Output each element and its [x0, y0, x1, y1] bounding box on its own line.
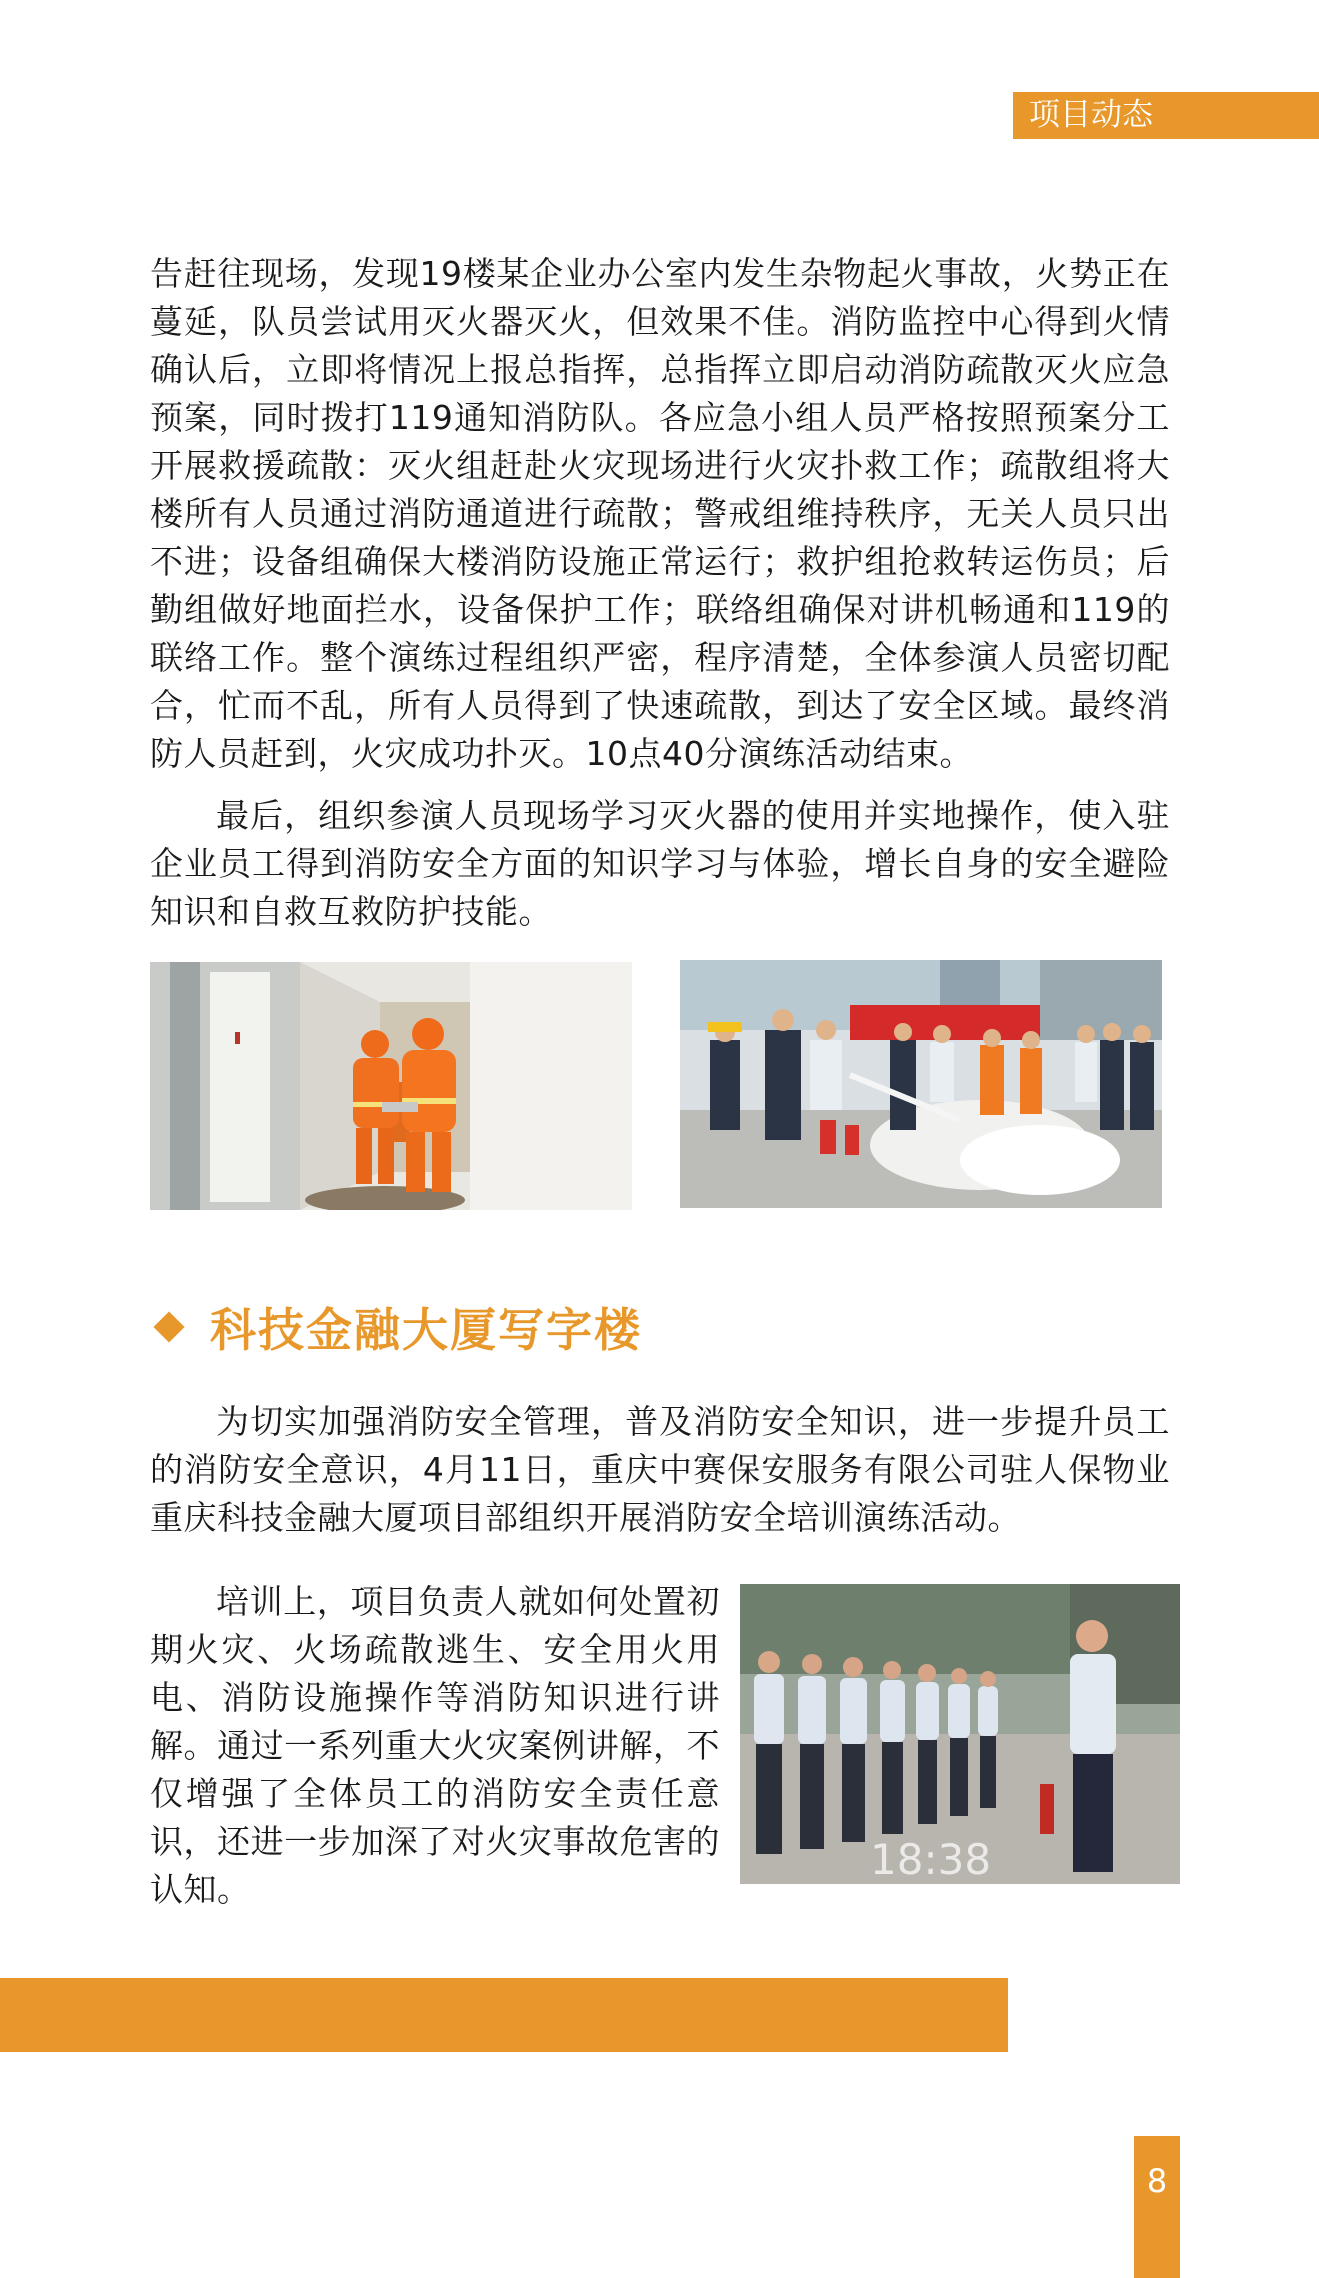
- section-tag: 项目动态: [1013, 92, 1319, 139]
- diamond-bullet-icon: [153, 1311, 184, 1342]
- photo-timestamp: 18:38: [870, 1835, 992, 1884]
- article-paragraph-1: 告赶往现场，发现19楼某企业办公室内发生杂物起火事故，火势正在蔓延，队员尝试用灭火器灭火，但效果不佳。消防监控中心得到火情确认后，立即将情况上报总指挥，总指挥立即启动消防疏散灭火应急预案，同时拨打119通知消防队。各应急小组人员严格按照预案分工开展救援疏散：灭火组赶赴火灾现场进行火灾扑救工作；疏散组将大楼所有人员通过消防通道进行疏散；警戒组维持秩序，无关人员只出不进；设备组确保大楼消防设施正常运行；救护组抢救转运伤员；后勤组做好地面拦水，设备保护工作；联络组确保对讲机畅通和119的联络工作。整个演练过程组织严密，程序清楚，全体参演人员密切配合，忙而不乱，所有人员得到了快速疏散，到达了安全区域。最终消防人员赶到，火灾成功扑灭。10点40分演练活动结束。: [150, 254, 1170, 773]
- photo-extinguisher-drill: [680, 960, 1162, 1208]
- photo-corridor-firefighters: [150, 962, 632, 1210]
- section-paragraph-1: 为切实加强消防安全管理，普及消防安全知识，进一步提升员工的消防安全意识，4月11日，重庆中赛保安服务有限公司驻人保物业重庆科技金融大厦项目部组织开展消防安全培训演练活动。: [150, 1402, 1170, 1537]
- page-number: 8: [1134, 2136, 1180, 2278]
- section-paragraph-2: 培训上，项目负责人就如何处置初期火灾、火场疏散逃生、安全用火用电、消防设施操作等消防知识进行讲解。通过一系列重大火灾案例讲解，不仅增强了全体员工的消防安全责任意识，还进一步加深了对火灾事故危害的认知。: [150, 1582, 720, 1909]
- article-paragraph-2: 最后，组织参演人员现场学习灭火器的使用并实地操作，使入驻企业员工得到消防安全方面的知识学习与体验，增长自身的安全避险知识和自救互救防护技能。: [150, 796, 1170, 931]
- section-title: 科技金融大厦写字楼: [210, 1303, 642, 1357]
- photo-training-lineup: [740, 1584, 1180, 1884]
- section-heading: [152, 1292, 642, 1362]
- footer-accent-bar: [0, 1978, 1008, 2052]
